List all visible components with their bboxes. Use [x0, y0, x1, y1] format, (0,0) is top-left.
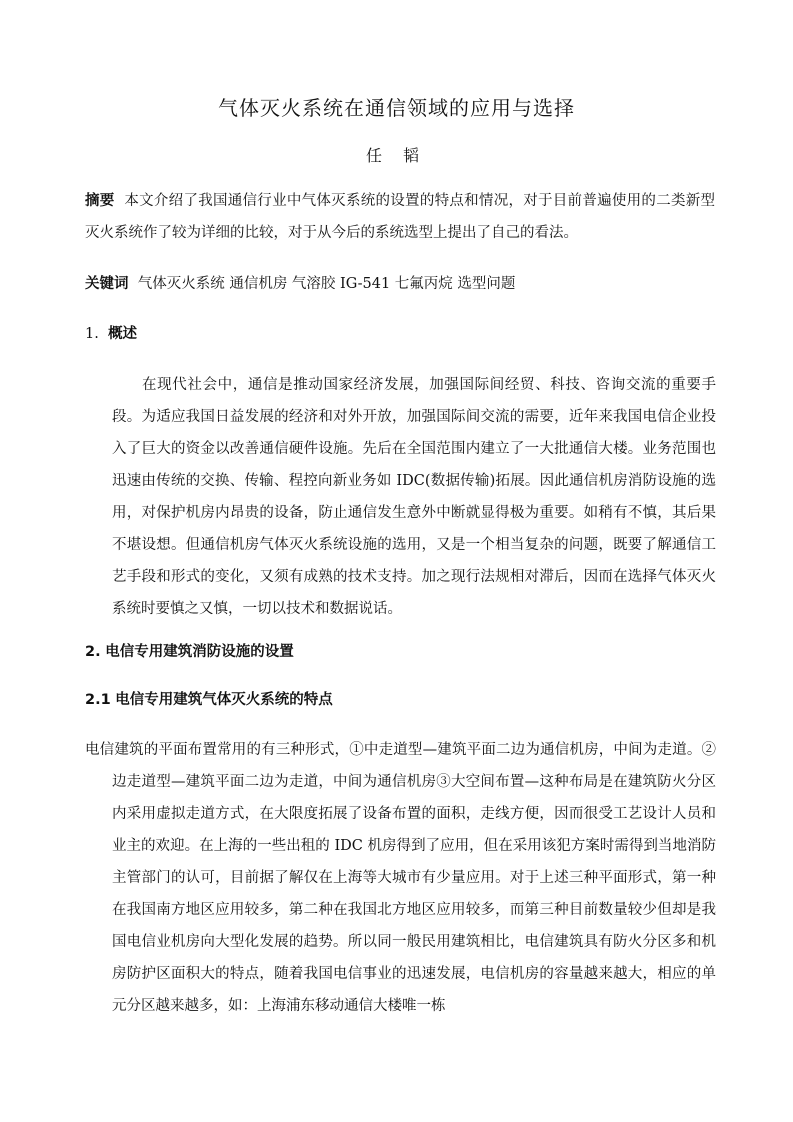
- section-2-number: 2.: [85, 644, 101, 660]
- section-2-1-heading: [85, 686, 333, 714]
- keywords-label: 关键词: [85, 276, 129, 292]
- section-2-title: 电信专用建筑消防设施的设置: [105, 644, 294, 660]
- section-2-1-paragraph: 电信建筑的平面布置常用的有三种形式，①中走道型—建筑平面二边为通信机房，中间为走道。②边走道型—建筑平面二边为走道，中间为通信机房③大空间布置—这种布局是在建筑防火分区内采用虚拟走道方式，在大限度拓展了设备布置的面积，走线方便，因而很受工艺设计人员和业主的欢迎。在上海的一些出租的 IDC 机房得到了应用，但在采用该犯方案时需得到当地消防主管部门的认可，目前据了解仅在上海等大城市有少量应用。对于上述三种平面形式，第一种在我国南方地区应用较多，第二种在我国北方地区应用较多，而第三种目前数量较少但却是我国电信业机房向大型化发展的趋势。所以同一般民用建筑相比，电信建筑具有防火分区多和机房防护区面积大的特点，随着我国电信事业的迅速发展，电信机房的容量越来越大，相应的单元分区越来越多，如：上海浦东移动通信大楼唯一栋: [85, 742, 716, 1014]
- abstract-block: [85, 185, 715, 249]
- author-name: 任 韬: [365, 146, 428, 165]
- keywords-text: 气体灭火系统 通信机房 气溶胶 IG-541 七氟丙烷 选型问题: [137, 276, 516, 292]
- section-1-paragraph: 在现代社会中，通信是推动国家经济发展，加强国际间经贸、科技、咨询交流的重要手段。为适应我国日益发展的经济和对外开放，加强国际间交流的需要，近年来我国电信企业投入了巨大的资金以改善通信硬件设施。先后在全国范围内建立了一大批通信大楼。业务范围也迅速由传统的交换、传输、程控向新业务如 IDC(数据传输)拓展。因此通信机房消防设施的选用，对保护机房内昂贵的设备，防止通信发生意外中断就显得极为重要。如稍有不慎，其后果不堪设想。但通信机房气体灭火系统设施的选用，又是一个相当复杂的问题，既要了解通信工艺手段和形式的变化，又须有成熟的技术支持。加之现行法规相对滞后，因而在选择气体灭火系统时要慎之又慎，一切以技术和数据说话。: [112, 377, 716, 617]
- page-title: 气体灭火系统在通信领域的应用与选择: [218, 96, 575, 120]
- section-2-heading: [85, 638, 294, 666]
- section-1-number: 1.: [85, 326, 99, 342]
- section-1-title: 概述: [108, 326, 138, 342]
- section-2-1-number: 2.1: [85, 692, 111, 708]
- abstract-label: 摘要: [85, 193, 115, 209]
- keywords-block: [85, 268, 715, 300]
- section-1-heading: [85, 320, 137, 348]
- abstract-text: 本文介绍了我国通信行业中气体灭系统的设置的特点和情况，对于目前普遍使用的二类新型灭火系统作了较为详细的比较，对于从今后的系统选型上提出了自己的看法。: [85, 193, 716, 241]
- section-2-1-title: 电信专用建筑气体灭火系统的特点: [115, 692, 333, 708]
